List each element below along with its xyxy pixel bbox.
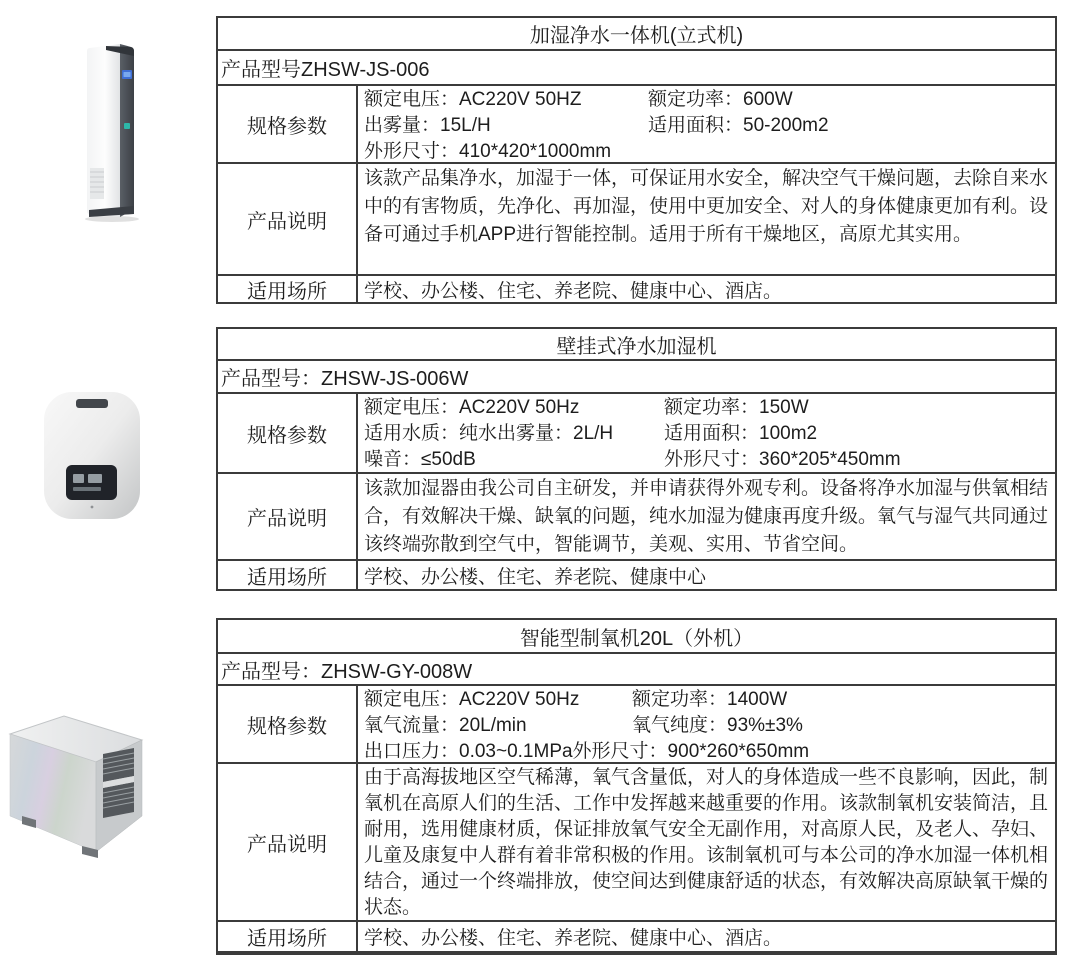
venues-row	[218, 274, 1055, 302]
specs-content	[358, 686, 1055, 762]
product-photo-oxygen-generator	[6, 710, 148, 862]
description-text: 由于高海拔地区空气稀薄，氧气含量低，对人的身体造成一些不良影响，因此，制氧机在高原人们的生活、工作中发挥越来越重要的作用。该款制氧机安装简洁，且耐用，选用健康材质，保证排放氧气安全无副作用，对高原人民，及老人、孕妇、儿童及康复中人群有着非常积极的作用。该制氧机可与本公司的净水加湿一体机相结合，通过一个终端排放，使空间达到健康舒适的状态，有效解决高原缺氧干燥的状态。	[364, 767, 1049, 918]
specs-label: 规格参数	[218, 86, 358, 162]
specs-content	[358, 86, 1055, 162]
spec-item: 适用面积：100m2	[664, 423, 818, 444]
specs-label: 规格参数	[218, 394, 358, 472]
specs-row	[218, 684, 1055, 762]
product-model-row	[218, 49, 1055, 84]
product-title: 壁挂式净水加湿机	[556, 335, 717, 358]
venues-label: 适用场所	[218, 561, 358, 589]
product-spec-table-oxygen-unit	[216, 618, 1057, 955]
spec-line	[364, 87, 1049, 113]
product-spec-table-vertical-unit	[216, 16, 1057, 304]
venues-text: 学校、办公楼、住宅、养老院、健康中心、酒店。	[364, 280, 783, 302]
spec-item: 额定电压：AC220V 50Hz	[364, 397, 580, 418]
spec-item: 额定电压：AC220V 50Hz	[364, 689, 580, 710]
vertical-unit-image	[79, 41, 145, 223]
product-model: 产品型号：ZHSW-GY-008W	[221, 660, 473, 683]
spec-item: 额定功率：150W	[664, 397, 809, 418]
description-row	[218, 472, 1055, 559]
oxygen-unit-image	[6, 710, 148, 862]
spec-item: 氧气纯度：93%±3%	[632, 715, 803, 736]
product-spec-table-wall-unit	[216, 327, 1057, 591]
wall-unit-image	[42, 390, 142, 521]
description-label: 产品说明	[218, 474, 358, 559]
description-label: 产品说明	[218, 764, 358, 920]
description-text: 该款产品集净水，加湿于一体，可保证用水安全，解决空气干燥问题，去除自来水中的有害物质，先净化、再加湿，使用中更加安全、对人的身体健康更加有利。设备可通过手机APP进行智能控制。适用于所有干燥地区，高原尤其实用。	[364, 168, 1049, 245]
spec-item: 氧气流量：20L/min	[364, 715, 527, 736]
spec-line	[364, 113, 1049, 139]
spec-item: 外形尺寸：360*205*450mm	[664, 449, 901, 470]
product-title: 智能型制氧机20L（外机）	[519, 627, 754, 650]
spec-item: 出口压力：0.03~0.1MPa外形尺寸：900*260*650mm	[364, 741, 810, 762]
product-title-row	[218, 620, 1055, 652]
spec-item: 噪音：≤50dB	[364, 449, 476, 470]
product-photo-vertical-humidifier-purifier	[79, 41, 145, 223]
spec-line	[364, 395, 1049, 421]
spec-item: 适用面积：50-200m2	[648, 115, 829, 136]
venues-row	[218, 920, 1055, 951]
specs-label: 规格参数	[218, 686, 358, 762]
spec-item: 额定功率：600W	[648, 89, 793, 110]
venues-text: 学校、办公楼、住宅、养老院、健康中心、酒店。	[364, 928, 783, 949]
spec-item: 适用水质：纯水出雾量：2L/H	[364, 423, 614, 444]
specs-row	[218, 84, 1055, 162]
product-model-row	[218, 359, 1055, 392]
spec-line	[364, 739, 1049, 762]
spec-line	[364, 687, 1049, 713]
product-model: 产品型号ZHSW-JS-006	[221, 59, 430, 81]
product-title: 加湿净水一体机(立式机)	[529, 25, 744, 47]
spec-item: 额定功率：1400W	[632, 689, 788, 710]
spec-line	[364, 713, 1049, 739]
product-model: 产品型号：ZHSW-JS-006W	[221, 368, 469, 390]
spec-item: 额定电压：AC220V 50HZ	[364, 89, 582, 110]
spec-item: 出雾量：15L/H	[364, 115, 491, 136]
description-text: 该款加湿器由我公司自主研发，并申请获得外观专利。设备将净水加湿与供氧相结合，有效解决干燥、缺氧的问题，纯水加湿为健康再度升级。氧气与湿气共同通过该终端弥散到空气中，智能调节，美观、实用、节省空间。	[364, 478, 1049, 555]
specs-row	[218, 392, 1055, 472]
description-row	[218, 762, 1055, 920]
spec-item: 外形尺寸：410*420*1000mm	[364, 141, 612, 162]
spec-line	[364, 421, 1049, 447]
venues-text: 学校、办公楼、住宅、养老院、健康中心	[364, 566, 707, 588]
venues-label: 适用场所	[218, 276, 358, 302]
product-photo-wall-mounted-humidifier	[42, 390, 142, 521]
specs-content	[358, 394, 1055, 472]
product-title-row	[218, 18, 1055, 49]
spec-line	[364, 139, 1049, 162]
description-row	[218, 162, 1055, 274]
description-label: 产品说明	[218, 164, 358, 274]
venues-label: 适用场所	[218, 922, 358, 951]
product-title-row	[218, 329, 1055, 359]
product-model-row	[218, 652, 1055, 684]
venues-row	[218, 559, 1055, 589]
spec-line	[364, 447, 1049, 472]
